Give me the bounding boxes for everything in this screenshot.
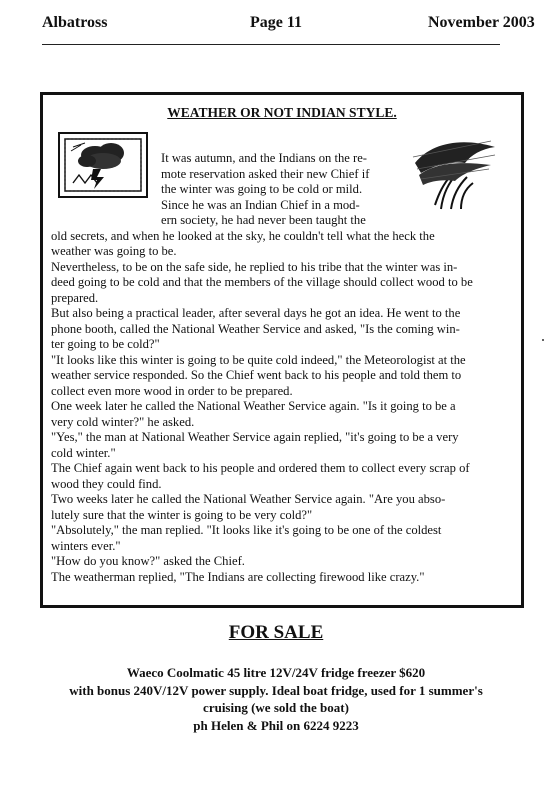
article-line: "It looks like this winter is going to be quite cold indeed," the Meteorologist at the bbox=[51, 352, 466, 367]
article-line: prepared. bbox=[51, 290, 99, 305]
article-line: very cold winter?" he asked. bbox=[51, 414, 195, 429]
article-line: Two weeks later he called the National Weather Service again. "Are you abso- bbox=[51, 492, 446, 506]
article-line: weather was going to be. bbox=[51, 244, 177, 258]
storm-cloud-icon bbox=[57, 131, 149, 199]
article-line: weather service responded. So the Chief went back to his people and told them to bbox=[51, 368, 462, 382]
for-sale-line: with bonus 240V/12V power supply. Ideal boat fridge, used for 1 summer's bbox=[69, 682, 483, 698]
article-line: Nevertheless, to be on the safe side, he replied to his tribe that the winter was in- bbox=[51, 259, 458, 274]
article-line: The Chief again went back to his people and ordered them to collect every scrap of bbox=[51, 461, 470, 475]
article-line: wood they could find. bbox=[51, 476, 162, 491]
article-line: But also being a practical leader, after several days he got an idea. He went to the bbox=[51, 306, 461, 320]
for-sale-line: ph Helen & Phil on 6224 9223 bbox=[193, 717, 359, 733]
page-number: Page 11 bbox=[250, 14, 302, 31]
article-line: It was autumn, and the Indians on the re- bbox=[161, 151, 367, 165]
article-line: One week later he called the National Weather Service again. "Is it going to be a bbox=[51, 399, 456, 413]
article-line: the winter was going to be cold or mild. bbox=[161, 182, 363, 196]
article-line: cold winter." bbox=[51, 445, 116, 460]
article-line: mote reservation asked their new Chief if bbox=[161, 166, 370, 181]
article-line: winters ever." bbox=[51, 538, 121, 553]
article-title: WEATHER OR NOT INDIAN STYLE. bbox=[167, 105, 397, 120]
for-sale-title: FOR SALE bbox=[228, 622, 324, 643]
article-box bbox=[40, 92, 524, 608]
article-line: ter going to be cold?" bbox=[51, 337, 160, 351]
article-line: "Absolutely," the man replied. "It looks like it's going to be one of the coldest bbox=[51, 523, 442, 537]
article-line: collect even more wood in order to be prepared. bbox=[51, 383, 293, 398]
newsletter-name: Albatross bbox=[42, 14, 108, 31]
article-line: old secrets, and when he looked at the sky, he couldn't tell what the heck the bbox=[51, 228, 435, 243]
article-line: The weatherman replied, "The Indians are collecting firewood like crazy." bbox=[51, 569, 425, 584]
article-line: deed going to be cold and that the members of the village should collect wood to be bbox=[51, 275, 473, 289]
article-line: "How do you know?" asked the Chief. bbox=[51, 554, 245, 568]
article-line: Since he was an Indian Chief in a mod- bbox=[161, 197, 360, 212]
header-rule bbox=[42, 44, 500, 45]
windswept-tree-icon bbox=[411, 133, 499, 211]
article-line: ern society, he had never been taught the bbox=[161, 213, 366, 227]
margin-mark bbox=[542, 339, 544, 341]
article-line: phone booth, called the National Weather Service and asked, "Is the coming win- bbox=[51, 321, 460, 336]
for-sale-line: cruising (we sold the boat) bbox=[203, 700, 349, 715]
article-line: "Yes," the man at National Weather Service again replied, "it's going to be a very bbox=[51, 430, 459, 444]
article-line: lutely sure that the winter is going to be very cold?" bbox=[51, 507, 313, 522]
for-sale-line: Waeco Coolmatic 45 litre 12V/24V fridge freezer $620 bbox=[126, 665, 426, 680]
issue-date: November 2003 bbox=[428, 14, 535, 31]
